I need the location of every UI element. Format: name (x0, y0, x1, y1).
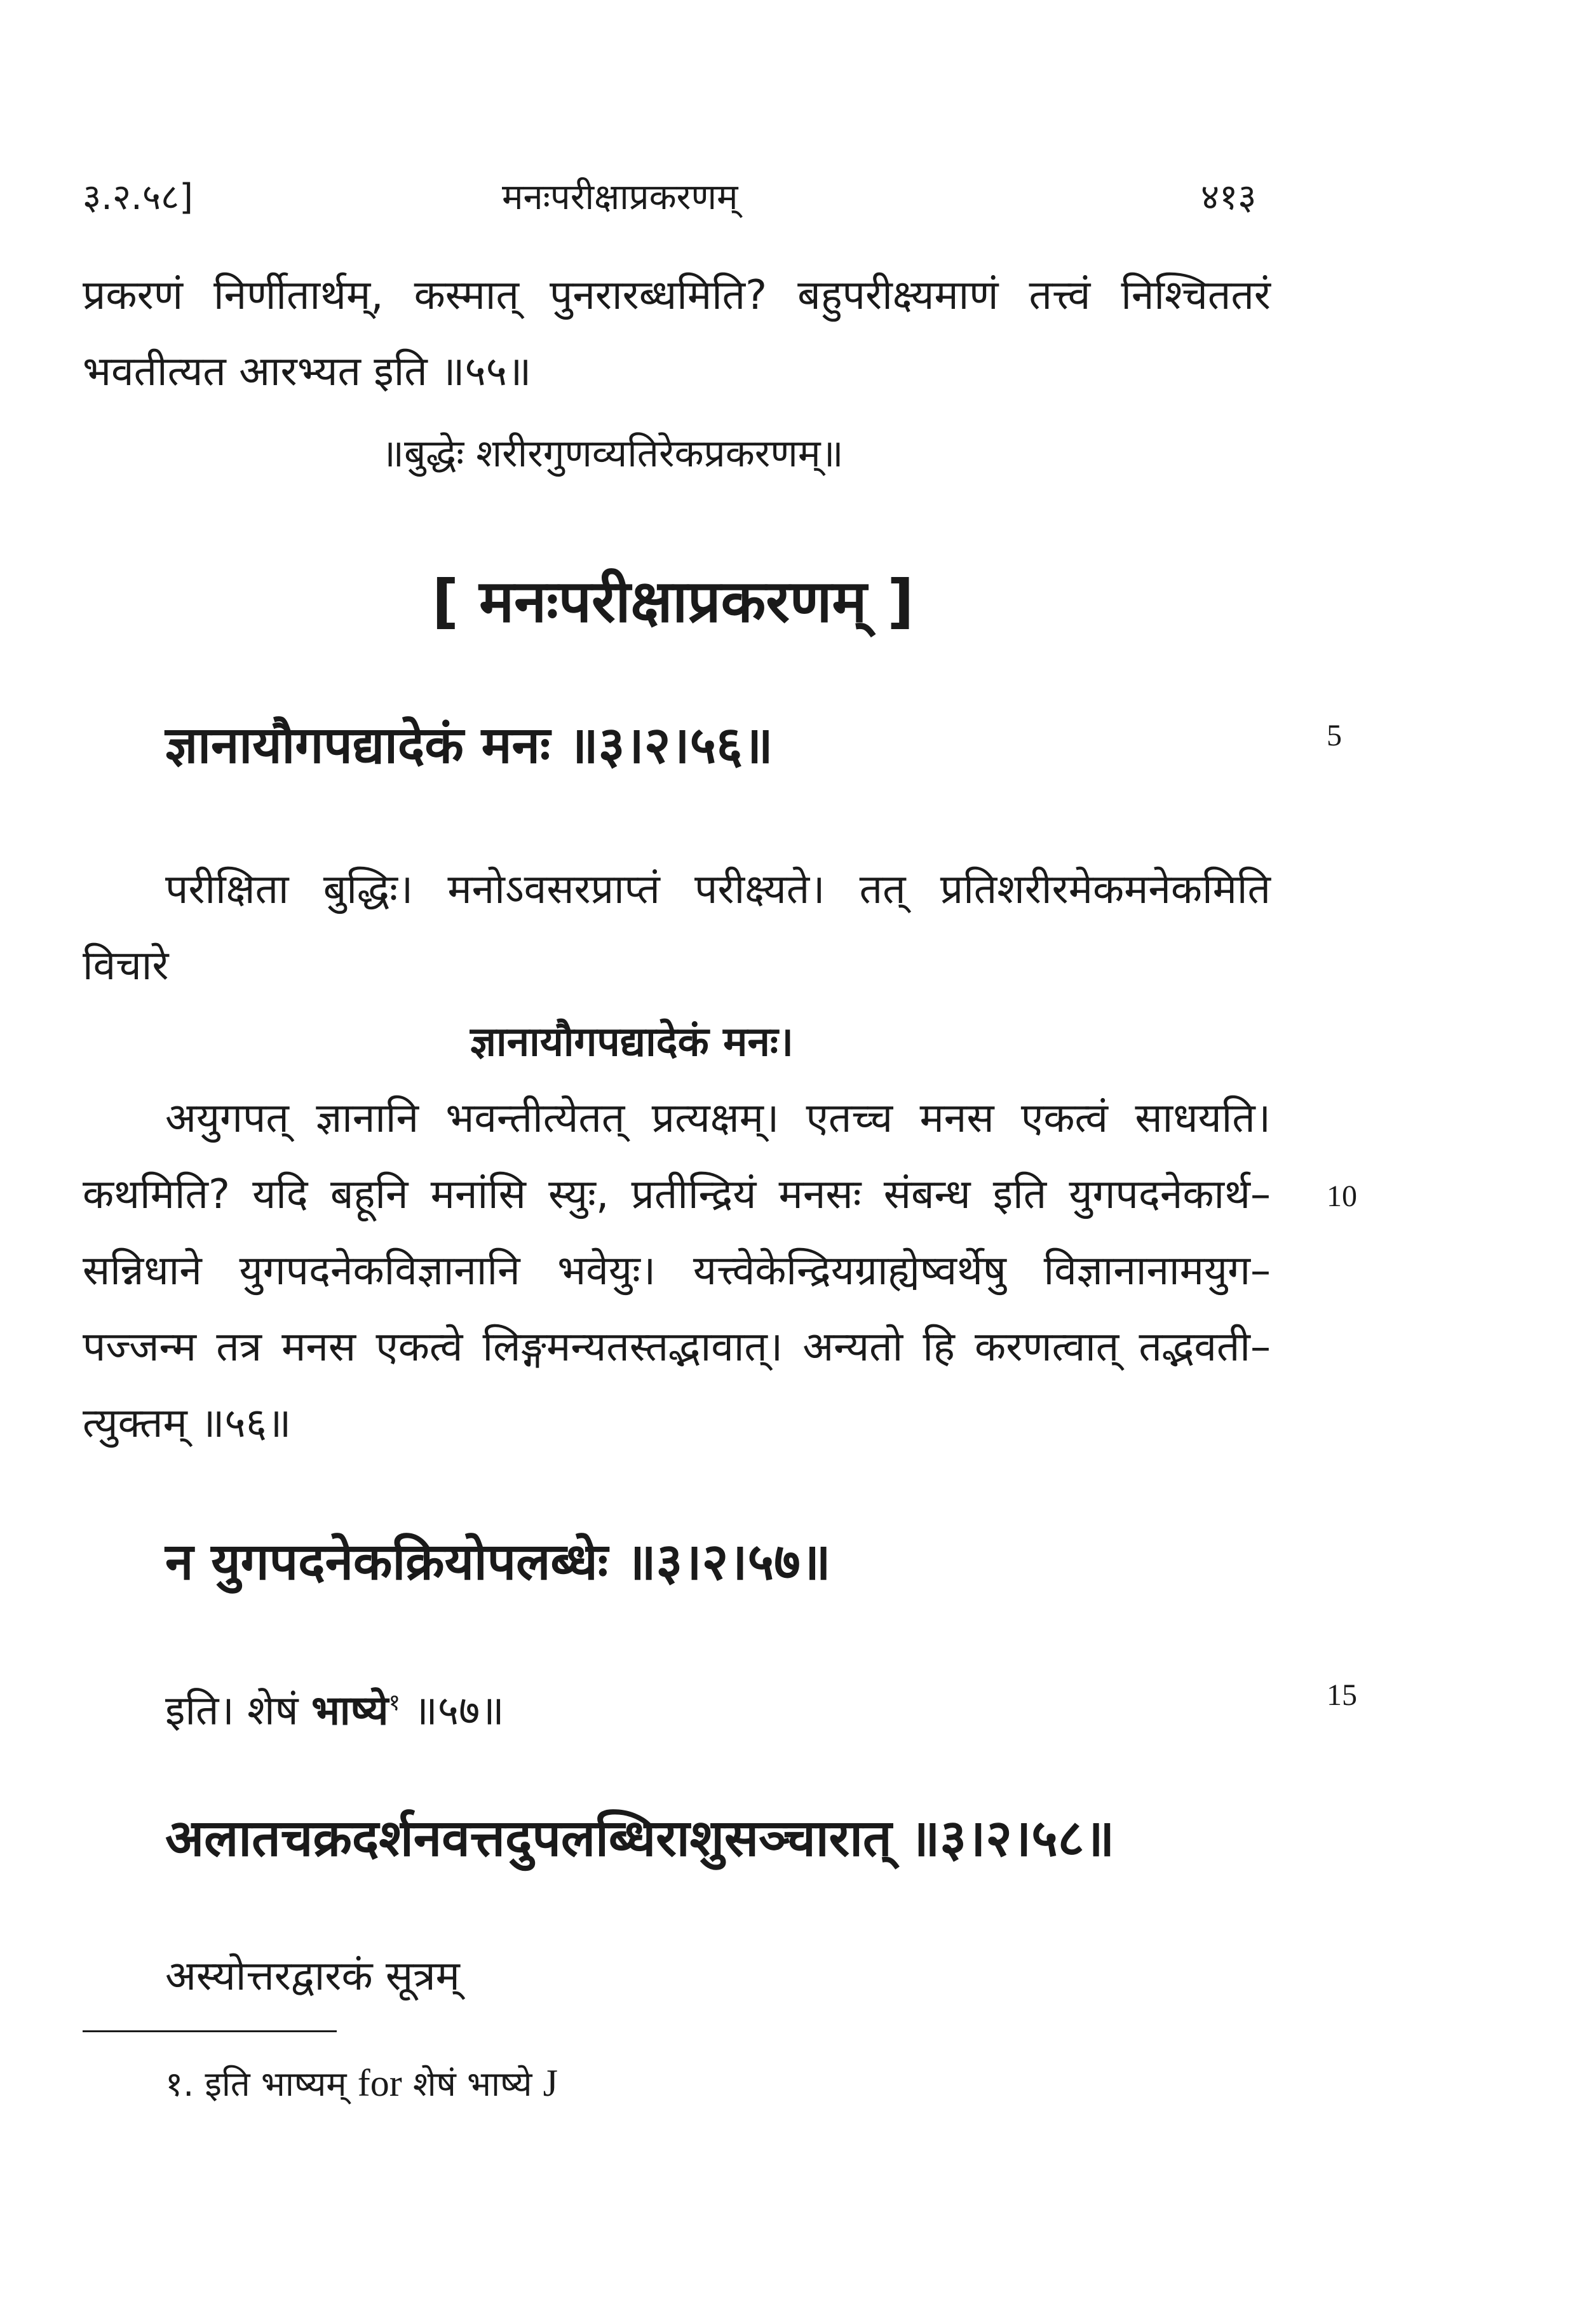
paragraph-line: कथमिति? यदि बहूनि मनांसि स्युः, प्रतीन्द्रियं मनसः संबन्ध इति युगपदनेकार्थ– (83, 1171, 1271, 1218)
sutra-heading: न युगपदनेकक्रियोपलब्धेः ॥३।२।५७॥ (165, 1532, 831, 1591)
text-run: ॥५७॥ (400, 1687, 504, 1735)
header-page-number: ४१३ (1201, 177, 1257, 218)
bold-term: भाष्ये (311, 1687, 389, 1735)
paragraph-line: प्रकरणं निर्णीतार्थम्, कस्मात् पुनरारब्धमिति? बहुपरीक्ष्यमाणं तत्त्वं निश्चिततरं (83, 272, 1271, 319)
paragraph-line: पज्जन्म तत्र मनस एकत्वे लिङ्गमन्यतस्तद्भावात्। अन्यतो हि करणत्वात् तद्भवती– (83, 1324, 1271, 1371)
paragraph-line: सन्निधाने युगपदनेकविज्ञानानि भवेयुः। यत्त्वेकेन्द्रियग्राह्येष्वर्थेषु विज्ञानानामयुग– (83, 1247, 1271, 1294)
footnote-rule (83, 2030, 337, 2032)
footnote-siglum: J (543, 2062, 558, 2104)
footnote-number: १. (165, 2064, 194, 2104)
paragraph-line: भवतीत्यत आरभ्यत इति ॥५५॥ (83, 348, 532, 395)
section-title: [ मनःपरीक्षाप्रकरणम् ] (432, 567, 914, 635)
line-number: 10 (1327, 1179, 1357, 1213)
paragraph-line: अयुगपत् ज्ञानानि भवन्तीत्येतत् प्रत्यक्षम्। एतच्च मनस एकत्वं साधयति। (165, 1095, 1271, 1142)
footnote-text: इति भाष्यम् (205, 2064, 347, 2104)
footnote-marker: १ (388, 1690, 401, 1716)
colophon: ॥बुद्धेः शरीरगुणव्यतिरेकप्रकरणम्॥ (381, 431, 844, 476)
paragraph-line: परीक्षिता बुद्धिः। मनोऽवसरप्राप्तं परीक्ष्यते। तत् प्रतिशरीरमेकमनेकमिति (165, 866, 1271, 913)
sutra-citation: ज्ञानायौगपद्यादेकं मनः। (470, 1019, 794, 1066)
header-running-title: मनःपरीक्षाप्रकरणम् (502, 177, 738, 218)
footnote (165, 2059, 558, 2106)
line-number: 5 (1327, 719, 1342, 752)
footnote-latin: for (357, 2062, 402, 2104)
paragraph-line: त्युक्तम् ॥५६॥ (83, 1400, 292, 1447)
paragraph-line (165, 1665, 504, 1749)
sutra-heading: अलातचक्रदर्शनवत्तदुपलब्धिराशुसञ्चारात् ॥३।२।५८॥ (165, 1809, 1115, 1868)
header-section-ref: ३.२.५८] (83, 177, 193, 218)
sutra-heading: ज्ञानायौगपद्यादेकं मनः ॥३।२।५६॥ (165, 716, 773, 775)
paragraph-line: विचारे (83, 942, 169, 989)
paragraph-line: अस्योत्तरद्वारकं सूत्रम् (165, 1953, 460, 2000)
line-number: 15 (1327, 1678, 1357, 1712)
text-run: इति। शेषं (165, 1687, 311, 1735)
footnote-text: शेषं भाष्ये (412, 2064, 532, 2104)
